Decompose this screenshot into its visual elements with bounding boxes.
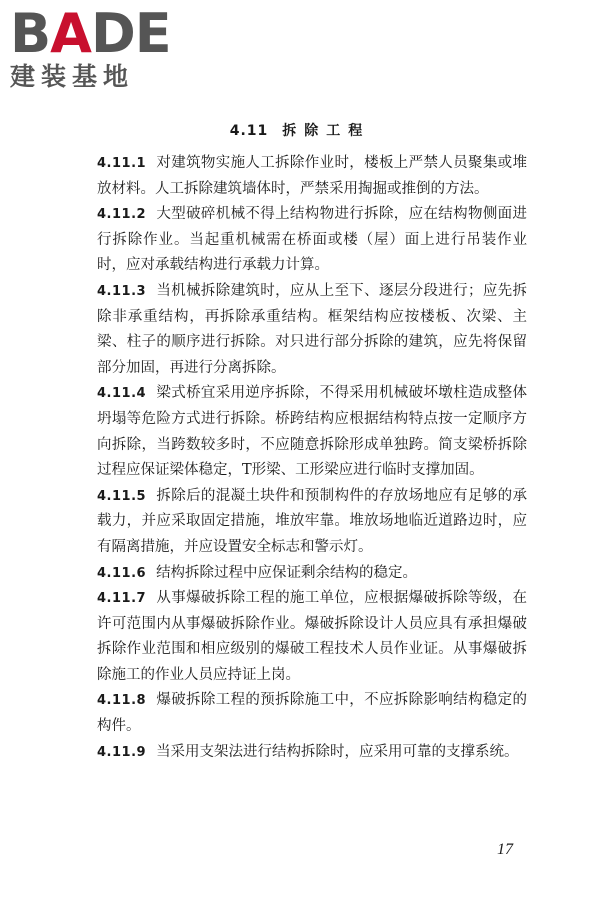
clause-4-11-6	[97, 561, 527, 587]
clause-text: 从事爆破拆除工程的施工单位，应根据爆破拆除等级，在许可范围内从事爆破拆除作业。爆破拆除设计人员应具有承担爆破拆除作业范围和相应级别的爆破工程技术人员作业证。从事爆破拆除施工的作业人员应持证上岗。	[97, 590, 527, 683]
logo-letter-a: A	[50, 2, 91, 65]
page-number: 17	[497, 841, 513, 858]
clause-4-11-3	[97, 279, 527, 381]
logo-subtitle: 建装基地	[10, 62, 135, 91]
clause-number: 4.11.2	[97, 207, 147, 223]
clause-number: 4.11.9	[97, 744, 147, 760]
clause-number: 4.11.3	[97, 283, 147, 299]
clause-list	[97, 151, 527, 765]
clause-text: 拆除后的混凝土块件和预制构件的存放场地应有足够的承载力，并应采取固定措施，堆放牢靠。堆放场地临近道路边时，应有隔离措施，并应设置安全标志和警示灯。	[97, 487, 527, 555]
clause-4-11-2	[97, 202, 527, 279]
clause-text: 当机械拆除建筑时，应从上至下、逐层分段进行；应先拆除非承重结构，再拆除承重结构。框架结构应按楼板、次梁、主梁、柱子的顺序进行拆除。对只进行部分拆除的建筑，应先将保留部分加固，再进行分离拆除。	[97, 282, 527, 376]
clause-text: 结构拆除过程中应保证剩余结构的稳定。	[156, 564, 418, 581]
logo-wordmark	[10, 2, 175, 65]
clause-text: 当采用支架法进行结构拆除时，应采用可靠的支撑系统。	[156, 743, 519, 760]
clause-number: 4.11.1	[97, 156, 147, 171]
clause-text: 大型破碎机械不得上结构物进行拆除，应在结构物侧面进行拆除作业。当起重机械需在桥面或楼（屋）面上进行吊装作业时，应对承载结构进行承载力计算。	[97, 206, 527, 274]
clause-4-11-4	[97, 381, 527, 483]
clause-number: 4.11.7	[97, 591, 147, 607]
clause-4-11-5	[97, 484, 527, 561]
section-title-text: 拆除工程	[282, 123, 371, 139]
logo-letters-de: DE	[90, 2, 171, 65]
clause-4-11-8	[97, 688, 527, 739]
clause-text: 对建筑物实施人工拆除作业时，楼板上严禁人员聚集或堆放材料。人工拆除建筑墙体时，严禁采用掏掘或推倒的方法。	[97, 155, 527, 197]
clause-number: 4.11.4	[97, 386, 147, 402]
section-number: 4.11	[229, 123, 269, 139]
clause-number: 4.11.8	[97, 693, 147, 709]
clause-4-11-7	[97, 586, 527, 688]
clause-number: 4.11.6	[97, 565, 147, 581]
bade-logo	[10, 2, 175, 92]
logo-letter-b: B	[10, 2, 51, 65]
clause-number: 4.11.5	[97, 488, 147, 504]
clause-text: 爆破拆除工程的预拆除施工中，不应拆除影响结构稳定的构件。	[97, 692, 527, 735]
clause-text: 梁式桥宜采用逆序拆除，不得采用机械破坏墩柱造成整体坍塌等危险方式进行拆除。桥跨结构应根据结构特点按一定顺序方向拆除，当跨数较多时，不应随意拆除形成单独跨。简支梁桥拆除过程应保证梁体稳定，T形梁、工形梁应进行临时支撑加固。	[97, 385, 527, 479]
clause-4-11-9	[97, 740, 527, 766]
section-heading	[0, 120, 600, 140]
clause-4-11-1	[97, 151, 527, 202]
